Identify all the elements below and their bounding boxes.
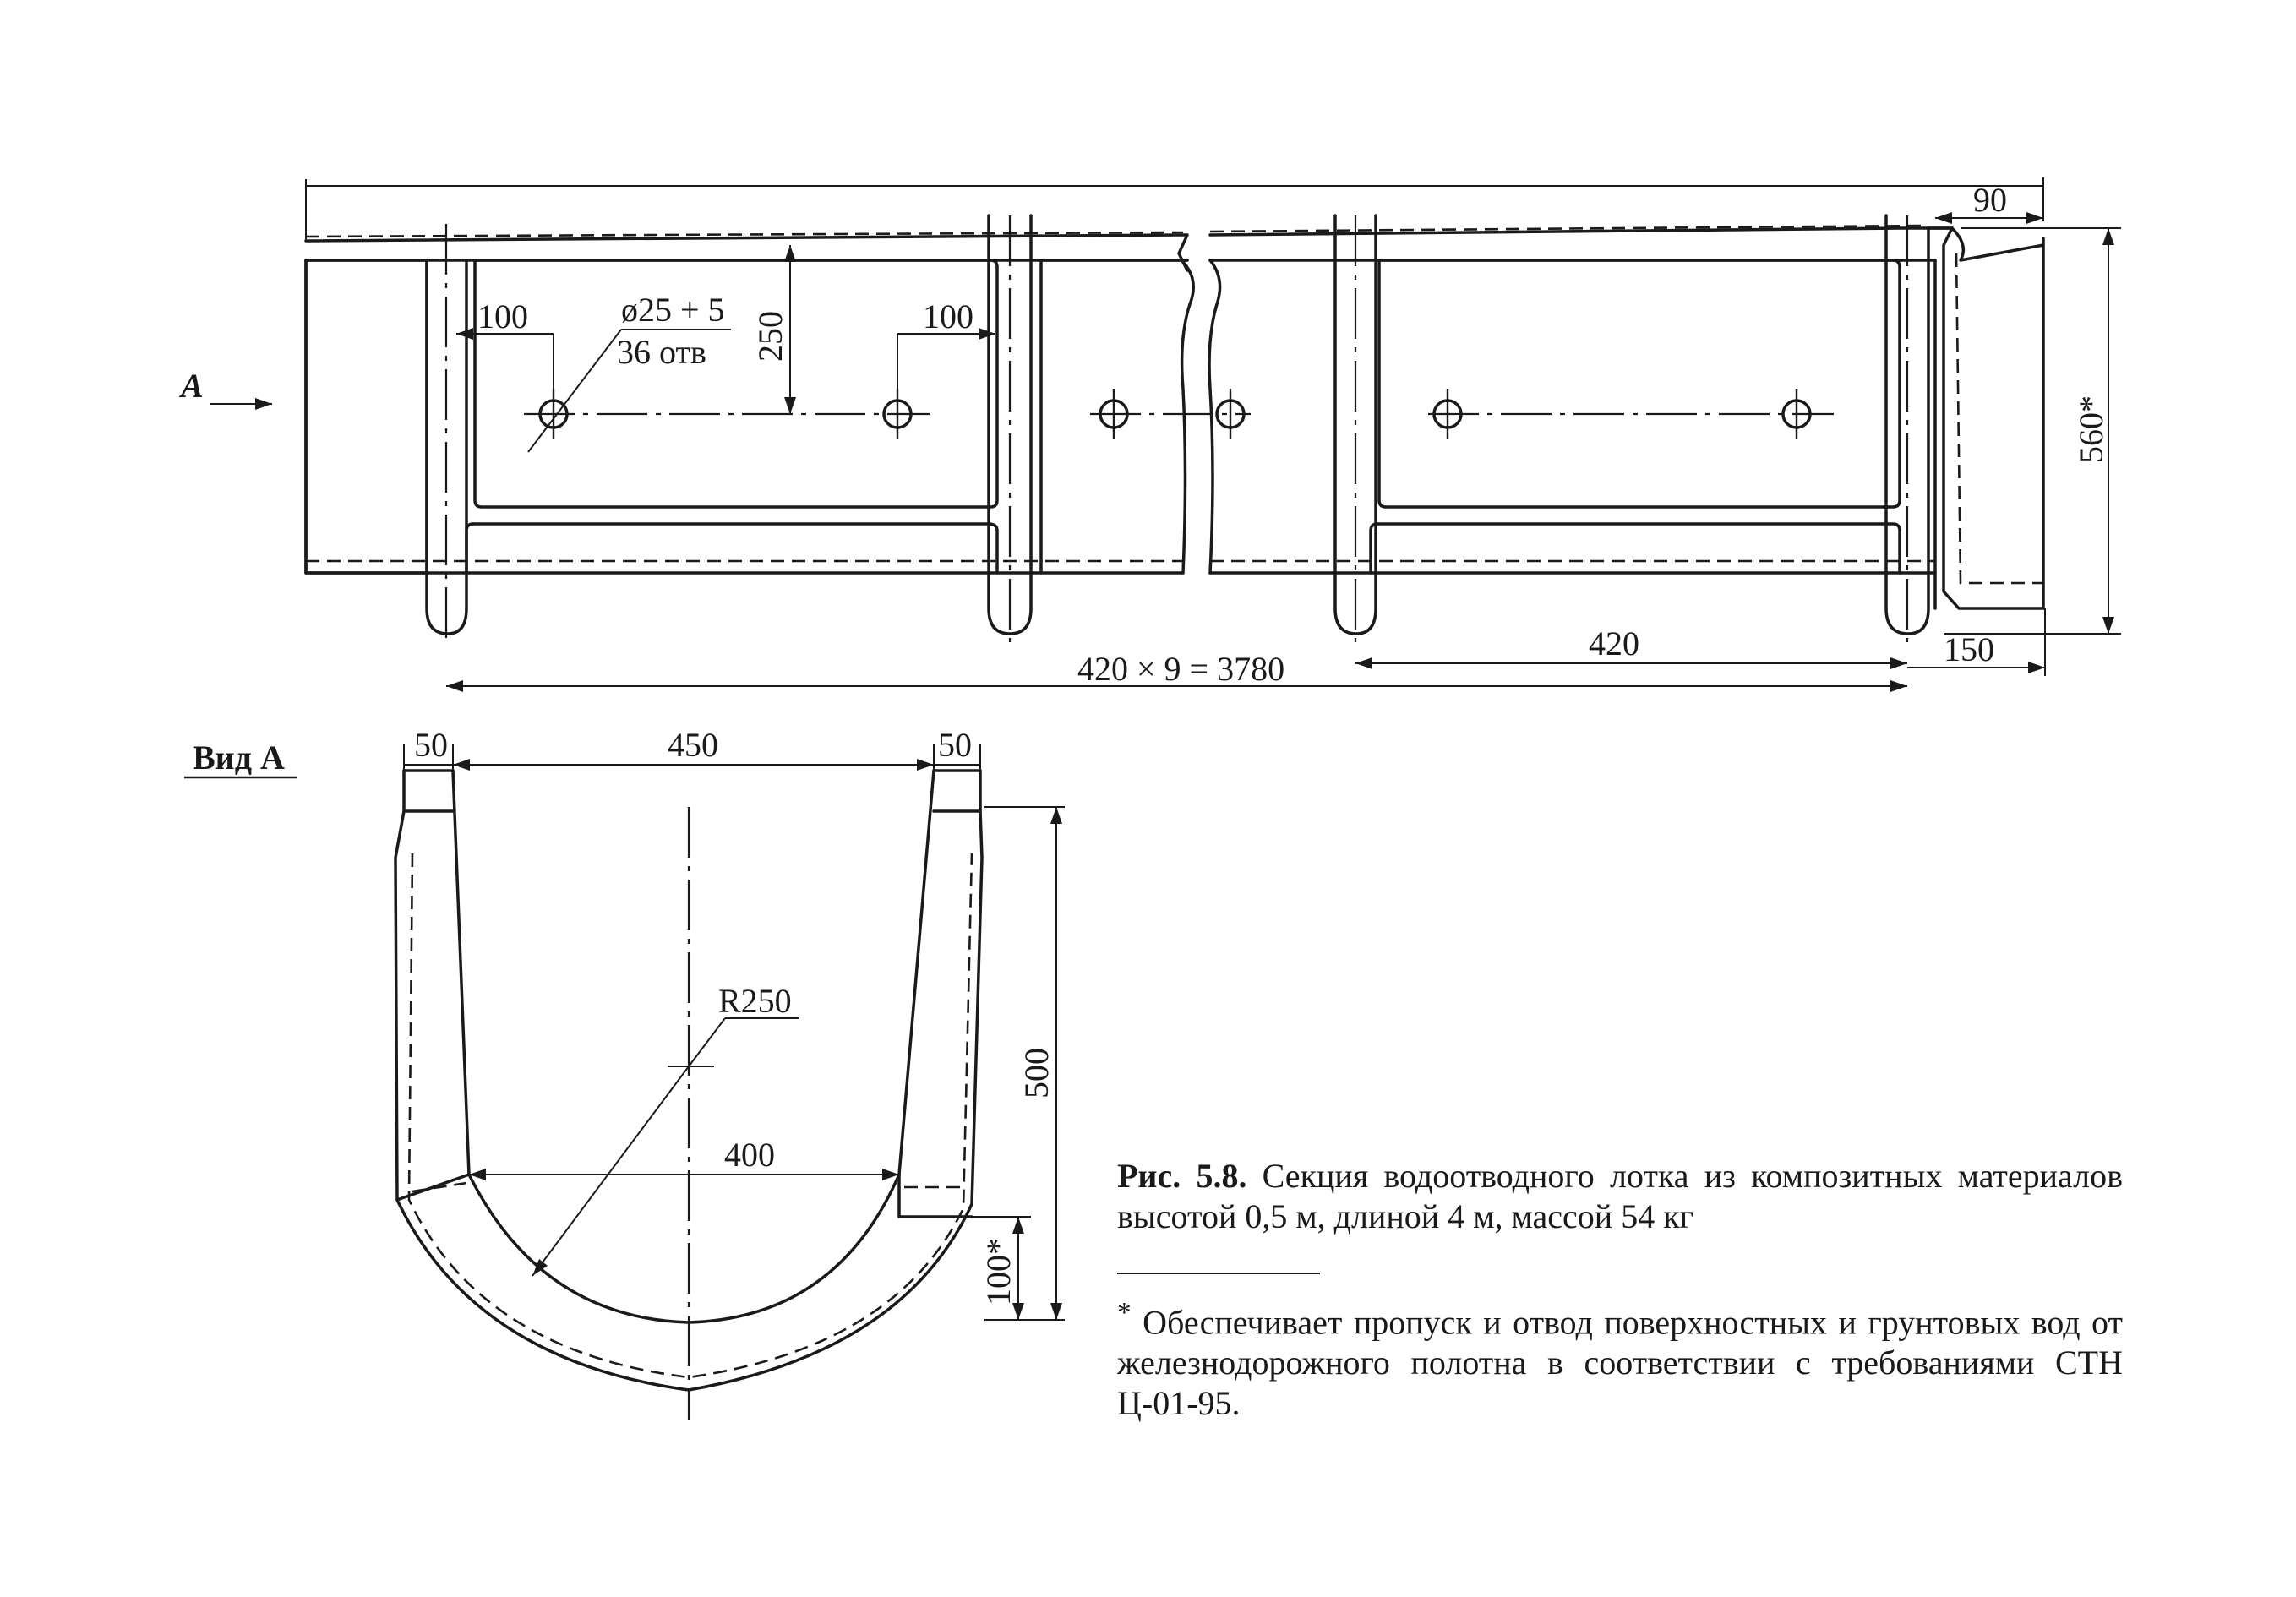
cross-section-view xyxy=(184,744,1065,1420)
dim-250: 250 xyxy=(751,311,789,362)
dim-90: 90 xyxy=(1973,181,2007,219)
dim-50-left: 50 xyxy=(414,726,448,764)
footnote xyxy=(1117,1293,2123,1424)
side-view xyxy=(210,177,2121,692)
dim-r250: R250 xyxy=(718,982,792,1020)
dim-100-star: 100* xyxy=(979,1238,1017,1305)
view-title: Вид А xyxy=(193,739,285,777)
view-arrow-label: А xyxy=(181,367,204,405)
figure-caption-text: Секция водоотводного лотка из композитных материалов высотой 0,5 м, длиной 4 м, массой 54 кг xyxy=(1117,1157,2123,1235)
figure-label: Рис. 5.8. xyxy=(1117,1157,1247,1195)
figure-caption xyxy=(1117,1156,2123,1237)
dim-100-right: 100 xyxy=(923,297,973,335)
footnote-divider xyxy=(1117,1273,1320,1274)
dim-3780: 420 × 9 = 3780 xyxy=(1077,650,1285,688)
dim-400: 400 xyxy=(724,1136,775,1174)
hole-spec-line1: ø25 + 5 xyxy=(621,291,725,329)
dim-560: 560* xyxy=(2072,395,2110,463)
dim-420: 420 xyxy=(1589,624,1639,662)
dim-450: 450 xyxy=(668,726,718,764)
hole-spec-line2: 36 отв xyxy=(617,333,706,371)
dim-150: 150 xyxy=(1944,630,1994,668)
footnote-text: Обеспечивает пропуск и отвод поверхностных и грунтовых вод от железнодорожного полотна в соответствии с требованиями СТН Ц-01-95. xyxy=(1117,1303,2124,1423)
footnote-mark: * xyxy=(1117,1297,1132,1328)
dim-50-right: 50 xyxy=(938,726,972,764)
dim-500: 500 xyxy=(1017,1048,1055,1098)
dim-100-left: 100 xyxy=(477,297,528,335)
